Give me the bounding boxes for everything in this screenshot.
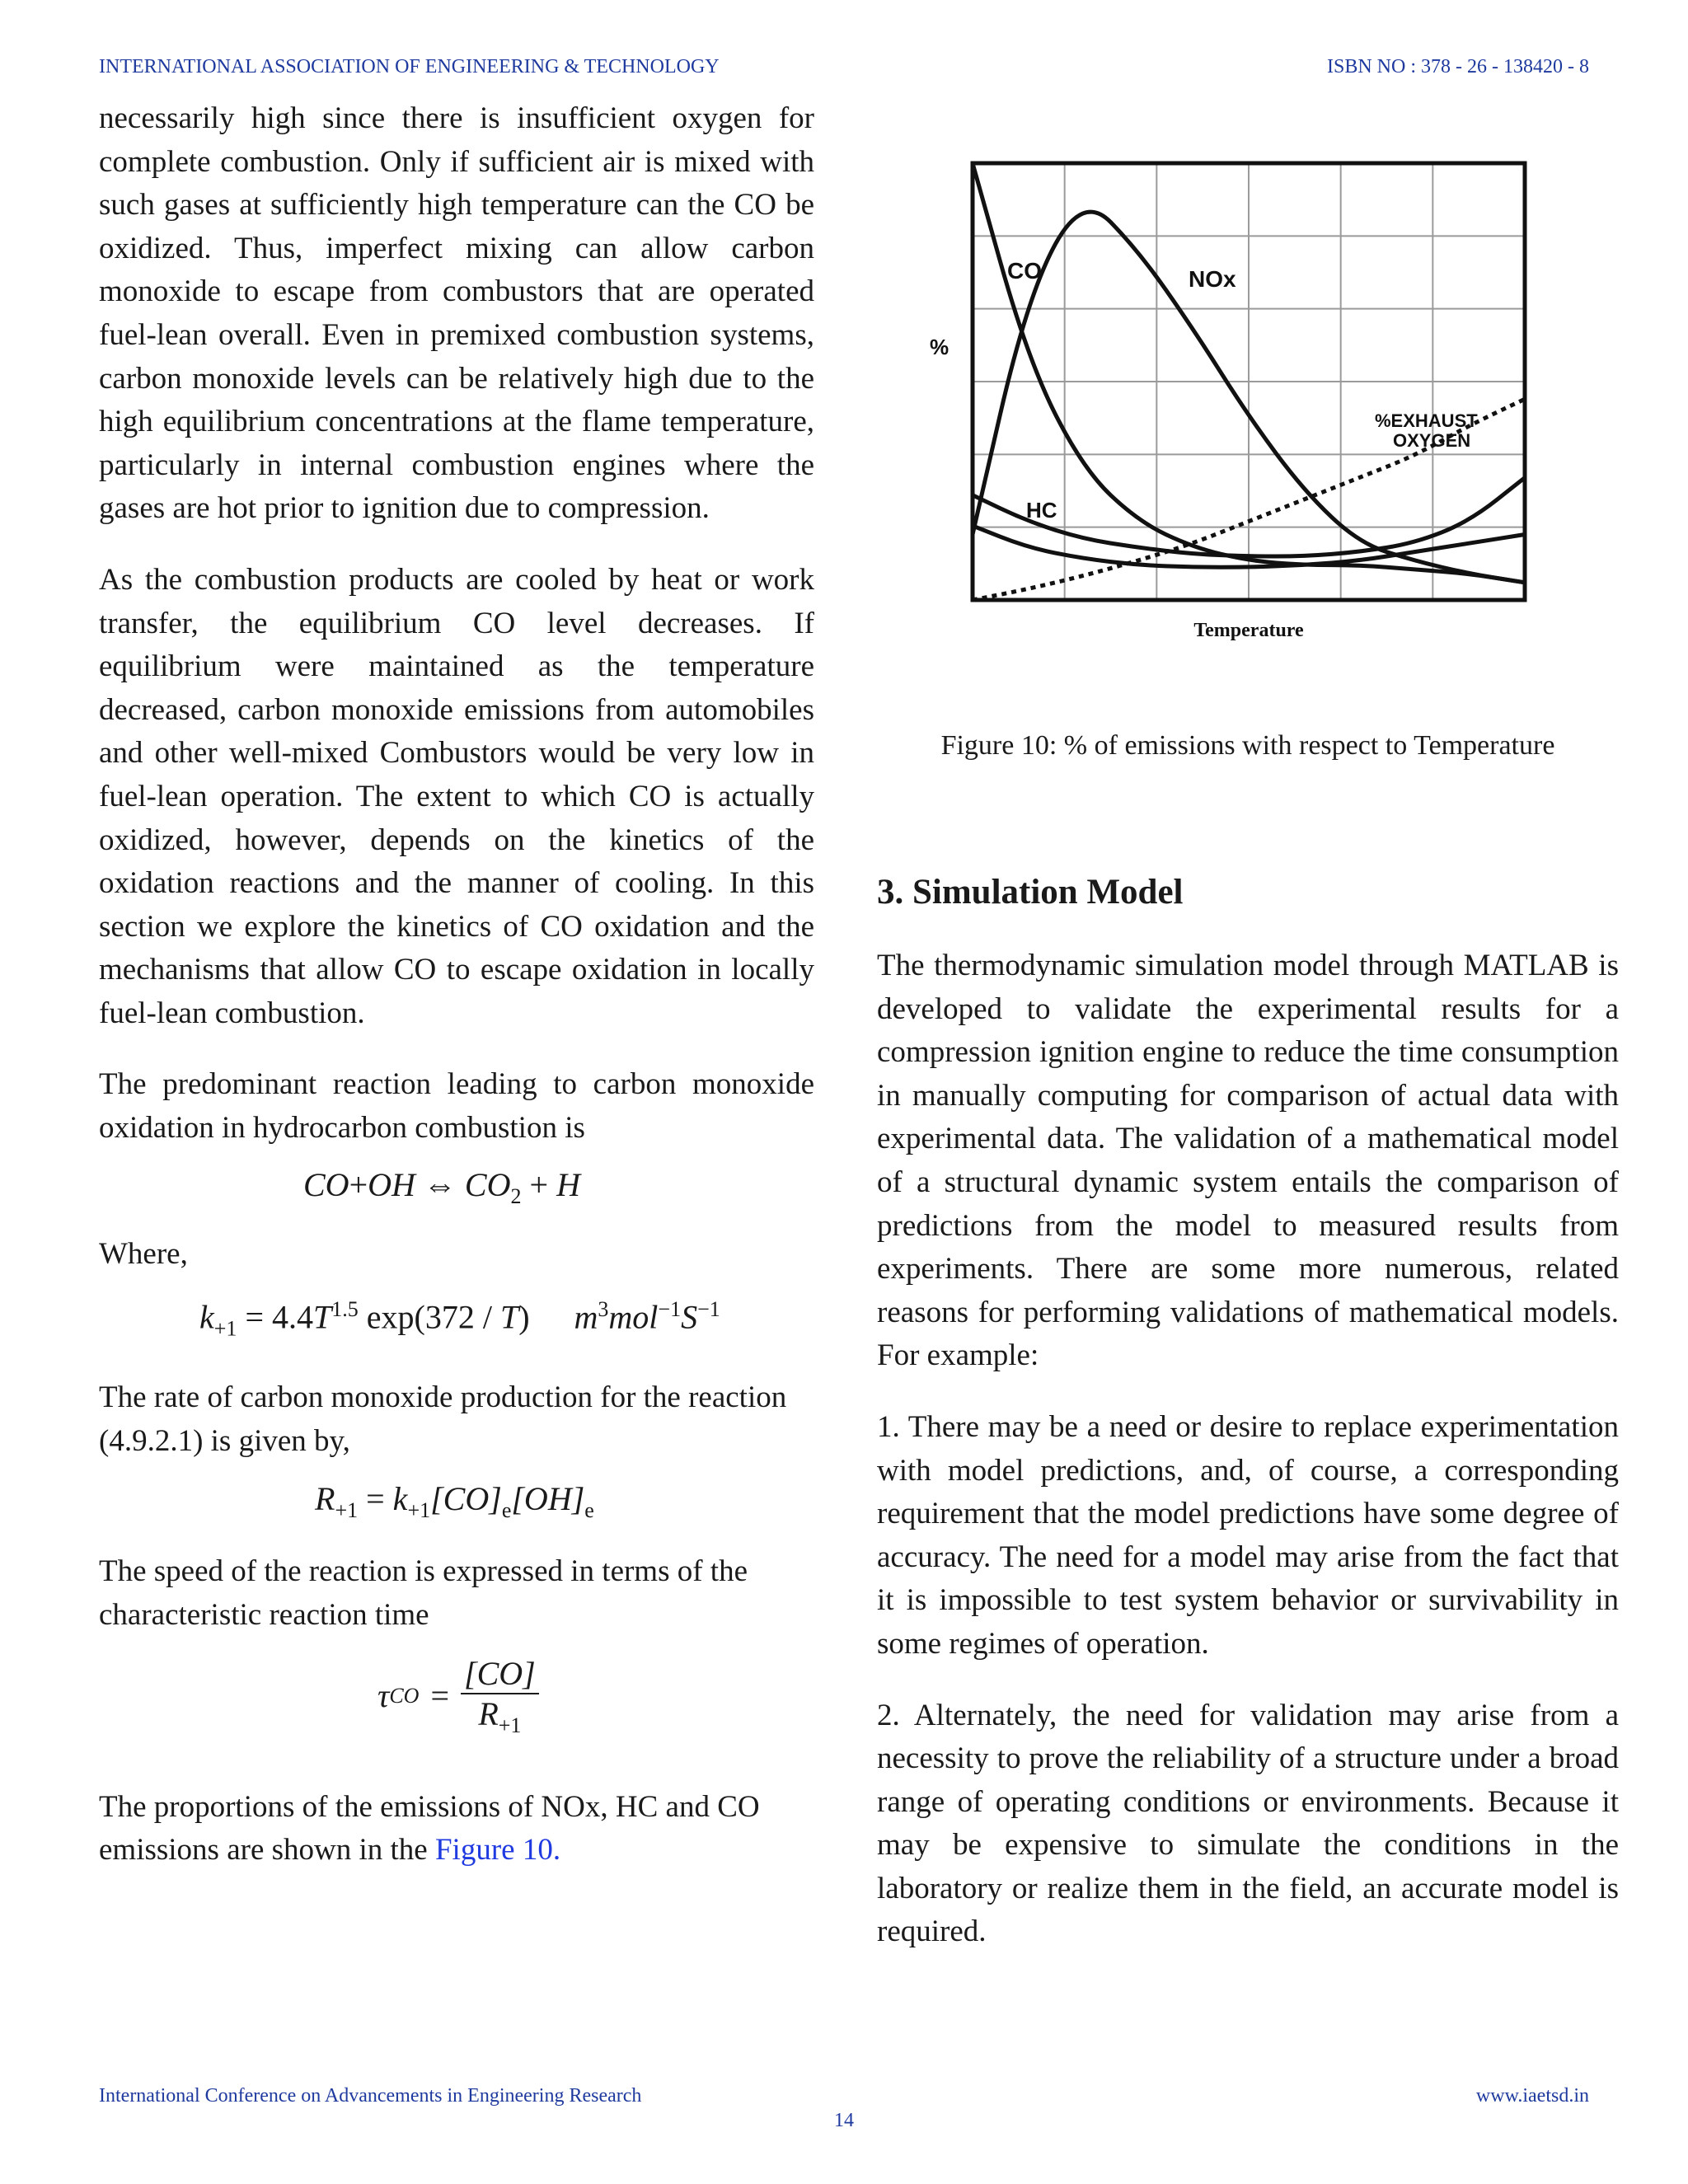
eq-term: mol: [608, 1298, 659, 1336]
eq-subscript: CO: [389, 1683, 420, 1708]
eq-superscript: −1: [658, 1297, 682, 1322]
eq-term: τ: [377, 1677, 390, 1715]
figure-10-link[interactable]: Figure 10.: [434, 1833, 561, 1868]
paragraph: necessarily high since there is insufficient oxygen for complete combustion. Only if sufficient air is mixed with such gases at sufficiently high temperature can the CO be oxidized. Thus, imperfect mixing can allow carbon monoxide to escape from combustors that are operated fuel-lean overall. Even in premixed combustion systems, carbon monoxide levels can be relatively high due to the high equilibrium concentrations at the flame temperature, particularly in internal combustion engines where the gases are hot prior to ignition due to compression.: [99, 101, 814, 526]
page-footer-left: International Conference on Advancements in Engineering Research: [99, 2085, 642, 2107]
paragraph: 1. There may be a need or desire to replace experimentation with model predictions, and, of course, a corresponding requirement that the model predictions have some degree of accuracy. The need for a model may arise from the fact that it is impossible to test system behavior or survivability in some regimes of operation.: [877, 1409, 1619, 1661]
eq-term: CO: [464, 1165, 511, 1203]
eq-subscript: +1: [498, 1713, 522, 1737]
paragraph: 2. Alternately, the need for validation may arise from a necessity to prove the reliability of a structure under a broad range of operating conditions or environments. Because it may be expensive to simulate the conditions in the laboratory or realize them in the field, an accurate model is required.: [877, 1698, 1619, 1949]
eq-term: ): [518, 1298, 530, 1336]
eq-subscript: e: [501, 1498, 512, 1523]
x-axis-label: Temperature: [1193, 620, 1304, 641]
paragraph: [99, 1786, 814, 1872]
eq-subscript: +1: [335, 1498, 359, 1523]
eq-term: R: [315, 1480, 335, 1518]
where-label: Where,: [99, 1236, 188, 1271]
emissions-chart: [923, 148, 1550, 676]
eq-subscript: 2: [510, 1183, 522, 1208]
eq-subscript: e: [584, 1498, 594, 1523]
figure-10: [923, 148, 1550, 676]
eq-subscript: +1: [213, 1316, 237, 1341]
eq-term: CO: [303, 1165, 349, 1203]
page-header-left: INTERNATIONAL ASSOCIATION OF ENGINEERING & TECHNOLOGY: [99, 56, 720, 77]
paragraph: The rate of carbon monoxide production for the reaction (4.9.2.1) is given by,: [99, 1380, 787, 1458]
eq-term: k: [199, 1298, 214, 1336]
eq-term: m: [574, 1298, 598, 1336]
page-header-right: ISBN NO : 378 - 26 - 138420 - 8: [1327, 56, 1589, 77]
eq-term: S: [681, 1298, 698, 1336]
eq-operator: =: [366, 1480, 385, 1518]
eq-term: (372 /: [414, 1298, 500, 1336]
section-title: 3. Simulation Model: [877, 873, 1184, 912]
y-axis-label: %: [930, 335, 950, 359]
oxygen-curve-label-1: %EXHAUST: [1375, 410, 1478, 431]
equation-rate-constant: [99, 1297, 814, 1371]
oxygen-curve-label-2: OXYGEN: [1393, 430, 1471, 451]
eq-superscript: −1: [697, 1297, 720, 1322]
paragraph: The thermodynamic simulation model through MATLAB is developed to validate the experimental results for a compression ignition engine to reduce the time consumption in manually computing for comparison of actual data with experimental data. The validation of a mathematical model of a structural dynamic system entails the comparison of predictions from the model to measured results from experiments. There are some more numerous, related reasons for performing validations of mathematical models. For example:: [877, 949, 1619, 1373]
fraction-denominator: R: [478, 1694, 499, 1732]
equation-co-oxidation: [99, 1165, 814, 1230]
paragraph: The speed of the reaction is expressed in terms of the characteristic reaction time: [99, 1554, 748, 1633]
equation-reaction-time: [99, 1654, 814, 1778]
eq-term: exp: [366, 1298, 415, 1336]
eq-term: 4.4: [272, 1298, 313, 1336]
page-number: 14: [834, 2110, 854, 2131]
nox-curve-label: NOx: [1189, 266, 1236, 292]
paragraph: The predominant reaction leading to carbon monoxide oxidation in hydrocarbon combustion is: [99, 1067, 814, 1146]
eq-operator: =: [430, 1677, 450, 1715]
eq-term: T: [499, 1298, 519, 1336]
eq-term: [CO]: [430, 1480, 502, 1518]
co-curve-label: CO: [1007, 258, 1042, 284]
eq-term: k: [392, 1480, 408, 1518]
eq-term: [OH]: [511, 1480, 585, 1518]
eq-superscript: 3: [598, 1297, 609, 1322]
figure-caption: Figure 10: % of emissions with respect to Temperature: [940, 730, 1555, 761]
left-column: [99, 97, 814, 1872]
page-footer-right: www.iaetsd.in: [1475, 2085, 1589, 2107]
eq-term: OH: [368, 1165, 415, 1203]
equation-production-rate: [99, 1479, 814, 1547]
eq-operator: +: [349, 1165, 368, 1203]
eq-superscript: 1.5: [331, 1297, 359, 1322]
eq-term: H: [556, 1165, 580, 1203]
eq-operator: +: [529, 1165, 549, 1203]
hc-curve-label: HC: [1026, 498, 1057, 523]
eq-operator: ⇔: [423, 1165, 457, 1203]
right-column: [877, 944, 1619, 1954]
fraction-numerator: [CO]: [461, 1654, 539, 1694]
eq-subscript: +1: [407, 1498, 431, 1523]
eq-operator: =: [245, 1298, 264, 1336]
paragraph-text: The proportions of the emissions of NOx, HC and CO emissions are shown in the: [99, 1789, 760, 1868]
eq-term: T: [313, 1298, 332, 1336]
paragraph: As the combustion products are cooled by heat or work transfer, the equilibrium CO level decreases. If equilibrium were maintained as the temperature decreased, carbon monoxide emissions from automobiles and other well-mixed Combustors would be very low in fuel-lean operation. The extent to which CO is actually oxidized, however, depends on the kinetics of the oxidation reactions and the manner of cooling. In this section we explore the kinetics of CO oxidation and the mechanisms that allow CO to escape oxidation in locally fuel-lean combustion.: [99, 562, 814, 1030]
